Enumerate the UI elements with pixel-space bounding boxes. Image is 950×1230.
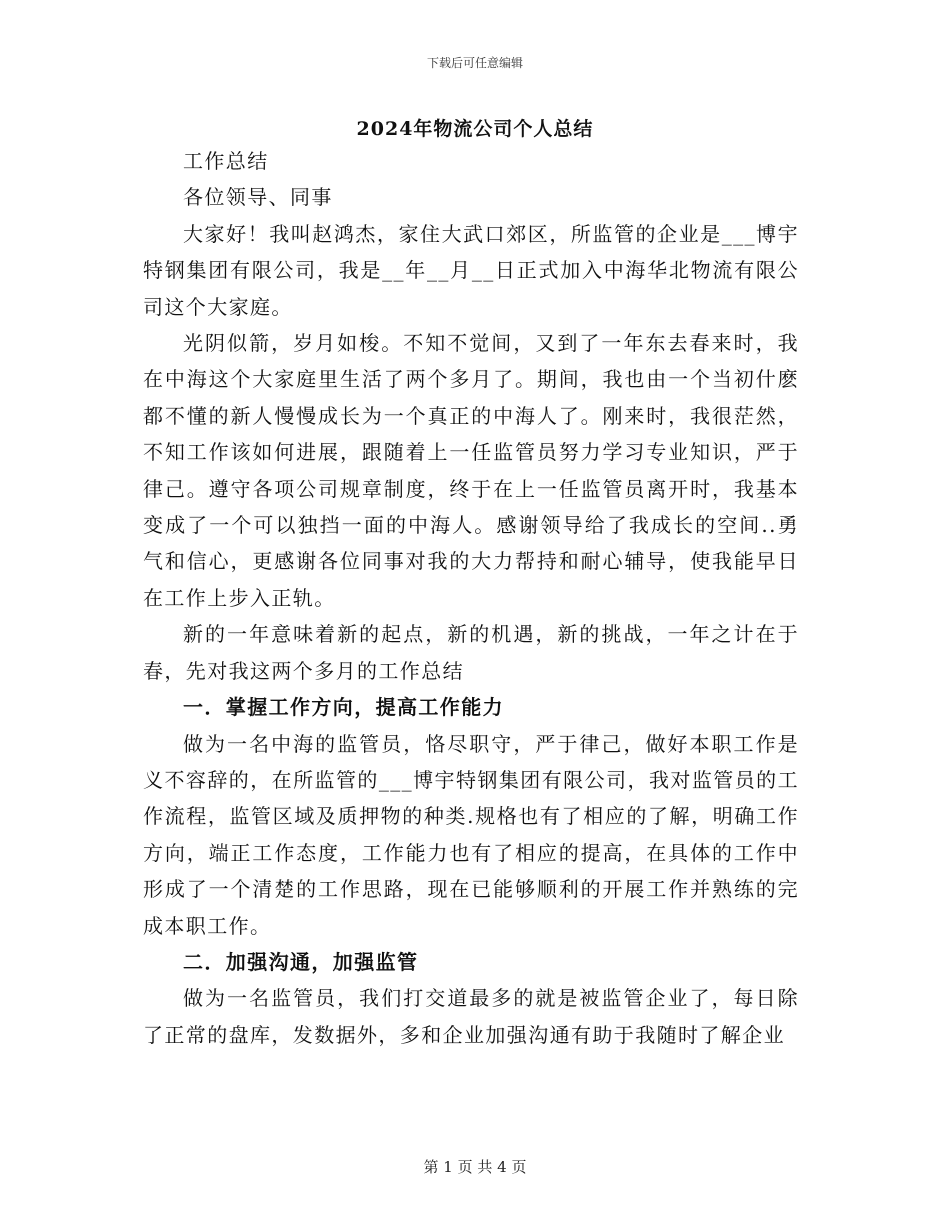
page-number: 第 1 页 共 4 页 <box>423 1158 527 1176</box>
paragraph-section-2: 做为一名监管员，我们打交道最多的就是被监管企业了，每日除了正常的盘库，发数据外，多和企业加强沟通有助于我随时了解企业 <box>143 986 799 1047</box>
document-title: 2024年物流公司个人总结 <box>356 118 594 140</box>
paragraph-introduction: 大家好！我叫赵鸿杰，家住大武口郊区，所监管的企业是___博宇特钢集团有限公司，我是__年__月__日正式加入中海华北物流有限公司这个大家庭。 <box>143 221 799 319</box>
paragraph-salutation: 各位领导、同事 <box>183 185 333 210</box>
paragraph-section-1: 做为一名中海的监管员，恪尽职守，严于律己，做好本职工作是义不容辞的，在所监管的___博宇特钢集团有限公司，我对监管员的工作流程，监管区域及质押物的种类.规格也有了相应的了解，明确工作方向，端正工作态度，工作能力也有了相应的提高，在具体的工作中形成了一个清楚的工作思路，现在已能够顺利的开展工作并熟练的完成本职工作。 <box>143 731 799 938</box>
document-body <box>143 143 799 1053</box>
paragraph-new-year: 新的一年意味着新的起点，新的机遇，新的挑战，一年之计在于春，先对我这两个多月的工作总结 <box>143 622 799 683</box>
paragraph-work-summary: 工作总结 <box>183 149 269 173</box>
section-heading-2: 二．加强沟通，加强监管 <box>183 949 419 974</box>
header-note: 下载后可任意编辑 <box>426 56 523 70</box>
section-heading-1: 一．掌握工作方向，提高工作能力 <box>183 695 504 720</box>
paragraph-time-flies: 光阴似箭，岁月如梭。不知不觉间，又到了一年东去春来时，我在中海这个大家庭里生活了两个多月了。期间，我也由一个当初什麽都不懂的新人慢慢成长为一个真正的中海人了。刚来时，我很茫然，不知工作该如何进展，跟随着上一任监管员努力学习专业知识，严于律己。遵守各项公司规章制度，终于在上一任监管员离开时，我基本变成了一个可以独挡一面的中海人。感谢领导给了我成长的空间..勇气和信心，更感谢各位同事对我的大力帮持和耐心辅导，使我能早日在工作上步入正轨。 <box>143 331 799 610</box>
